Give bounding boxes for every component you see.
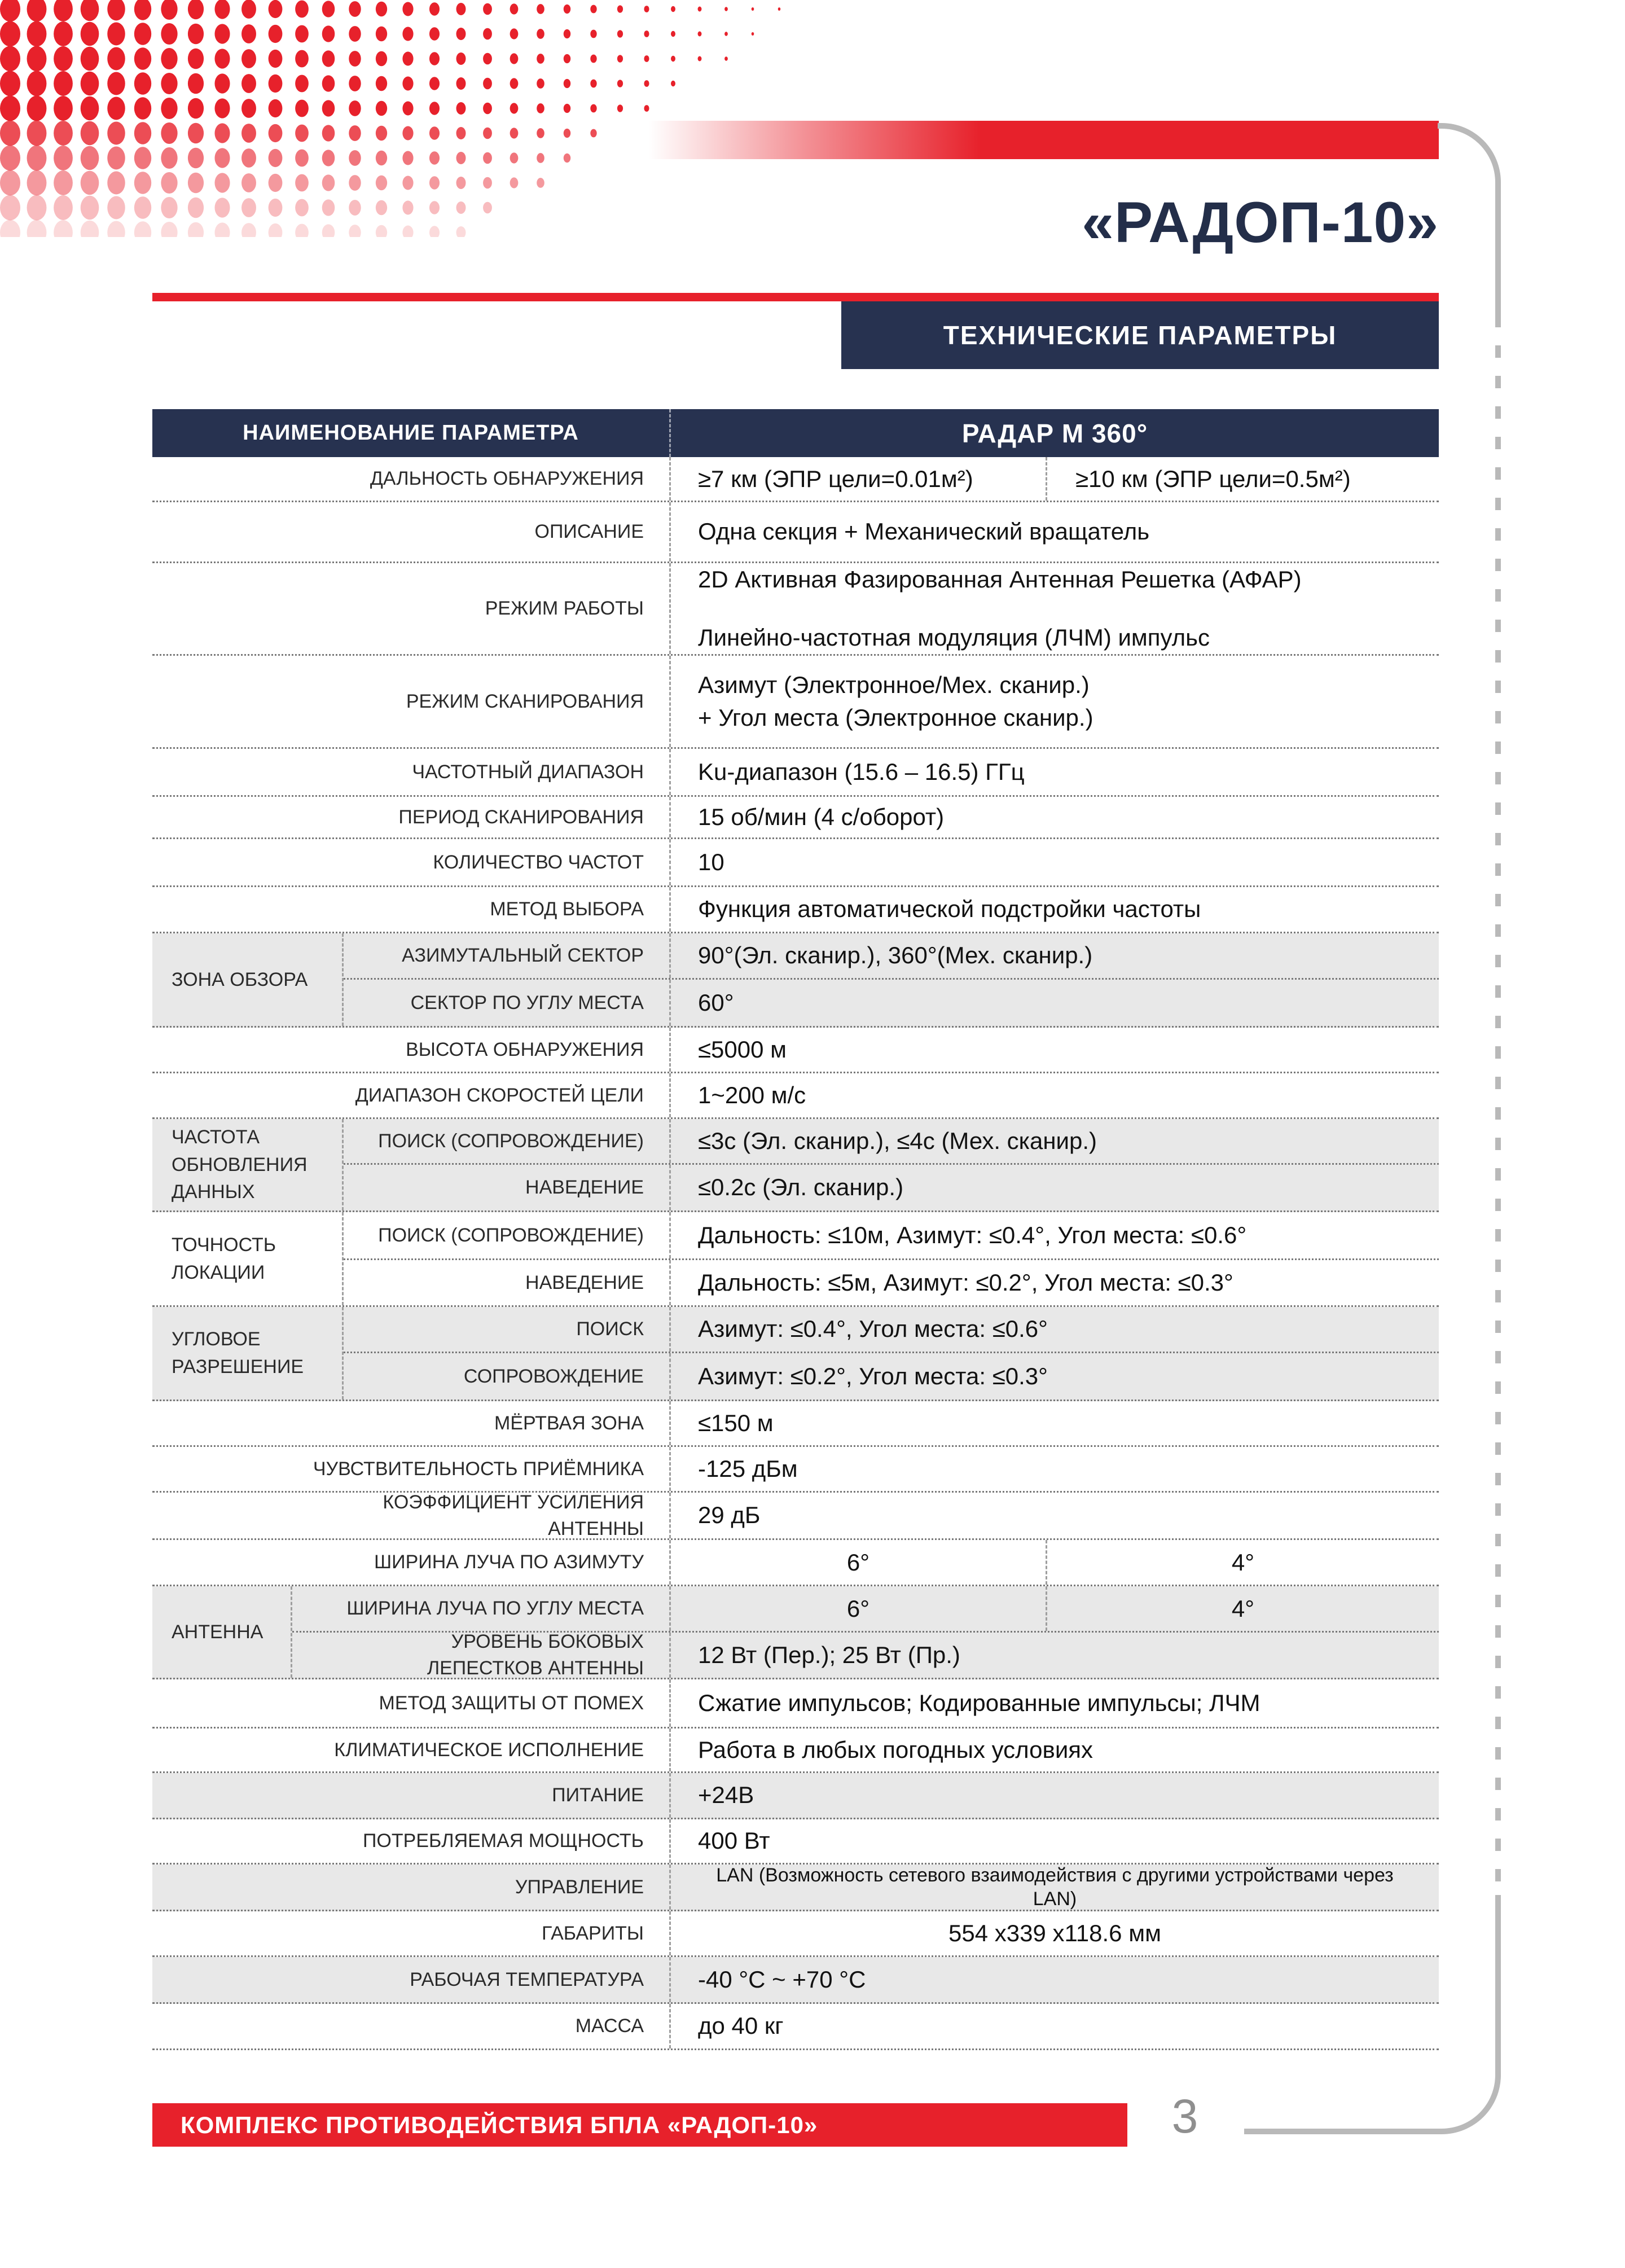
label-line: ЗОНА ОБЗОРА (172, 968, 308, 990)
label-line: УРОВЕНЬ БОКОВЫХ (451, 1631, 644, 1653)
group-row (152, 1307, 1439, 1401)
value-line: Сжатие импульсов; Кодированные импульсы; ЛЧМ (698, 1689, 1261, 1716)
frame-border-top-right (1438, 123, 1501, 315)
group-label (152, 1307, 342, 1400)
value-line: Линейно-частотная модуляция (ЛЧМ) импульс (698, 624, 1210, 651)
table-row (152, 1729, 1439, 1773)
table-row (152, 502, 1439, 563)
value-line: 2D Активная Фазированная Антенная Решетка (АФАР) (698, 566, 1302, 593)
row-label (152, 839, 669, 885)
row-label (344, 980, 669, 1026)
table-row (344, 1119, 1439, 1165)
label-line: ПОИСК (СОПРОВОЖДЕНИЕ) (378, 1224, 644, 1246)
row-value: ≥10 км (ЭПР цели=0.5м²) (1046, 457, 1439, 501)
table-row (152, 1540, 1439, 1586)
row-value: ≥7 км (ЭПР цели=0.01м²) (698, 465, 973, 492)
value-line: 15 об/мин (4 с/оборот) (698, 803, 945, 830)
value-line: 400 Вт (698, 1827, 770, 1854)
frame-border-dashed-right (1495, 315, 1501, 1895)
label-line: ЧАСТОТА (172, 1126, 260, 1148)
row-label (344, 1353, 669, 1400)
group-row (152, 1119, 1439, 1212)
label-line: НАВЕДЕНИЕ (525, 1177, 644, 1199)
row-value (669, 933, 1439, 978)
value-line: Работа в любых погодных условиях (698, 1736, 1093, 1763)
value-line: ≤3с (Эл. сканир.), ≤4с (Мех. сканир.) (698, 1127, 1097, 1154)
label-line: УГЛОВОЕ (172, 1328, 261, 1350)
value-line: 60° (698, 989, 734, 1016)
row-value (669, 887, 1439, 932)
value-line: Дальность: ≤10м, Азимут: ≤0.4°, Угол места: ≤0.6° (698, 1221, 1247, 1248)
group-rows (342, 933, 1439, 1026)
label-line: ПОИСК (СОПРОВОЖДЕНИЕ) (378, 1130, 644, 1152)
label-line: ОПИСАНИЕ (534, 521, 644, 543)
row-value (669, 839, 1439, 885)
row-label (152, 1493, 669, 1538)
row-label (152, 1540, 669, 1585)
row-value-split (669, 1586, 1439, 1631)
row-value (669, 1260, 1439, 1305)
page-title: «РАДОП-10» (1082, 190, 1439, 255)
row-value-split (669, 457, 1439, 501)
row-label (152, 1028, 669, 1072)
table-row (152, 797, 1439, 839)
row-label (344, 1212, 669, 1258)
group-row (152, 1586, 1439, 1679)
halftone-dots-pattern (0, 0, 914, 237)
value-line: LAN (Возможность сетевого взаимодействия с другими устройствами через LAN) (716, 1864, 1394, 1910)
row-label (152, 502, 669, 561)
table-row (344, 1353, 1439, 1400)
label-line: ЛОКАЦИИ (172, 1261, 265, 1283)
group-row (152, 933, 1439, 1028)
row-label (292, 1633, 669, 1678)
row-value: 6° (846, 1548, 870, 1576)
footer-label: КОМПЛЕКС ПРОТИВОДЕЙСТВИЯ БПЛА «РАДОП-10» (181, 2111, 818, 2138)
value-line: 90°(Эл. сканир.), 360°(Мех. сканир.) (698, 942, 1093, 969)
table-row (292, 1633, 1439, 1678)
row-value (669, 1447, 1439, 1491)
table-header-radar: РАДАР М 360° (669, 409, 1439, 457)
label-line: ОБНОВЛЕНИЯ (172, 1153, 308, 1175)
table-header-param: НАИМЕНОВАНИЕ ПАРАМЕТРА (243, 421, 579, 445)
row-value-split (669, 1540, 1439, 1585)
group-rows (342, 1212, 1439, 1305)
label-line: КЛИМАТИЧЕСКОЕ ИСПОЛНЕНИЕ (334, 1739, 644, 1761)
value-line: ≤0.2с (Эл. сканир.) (698, 1174, 904, 1201)
row-label (152, 797, 669, 837)
table-row (152, 656, 1439, 749)
value-line: Функция автоматической подстройки частоты (698, 896, 1201, 923)
label-line: ЧУВСТВИТЕЛЬНОСТЬ ПРИЁМНИКА (313, 1458, 644, 1480)
label-line: РАБОЧАЯ ТЕМПЕРАТУРА (410, 1968, 644, 1990)
row-value (669, 980, 1439, 1026)
table-row (344, 1260, 1439, 1305)
label-line: ШИРИНА ЛУЧА ПО УГЛУ МЕСТА (346, 1598, 644, 1620)
value-line: Дальность: ≤5м, Азимут: ≤0.2°, Угол места: ≤0.3° (698, 1269, 1233, 1296)
label-line: УПРАВЛЕНИЕ (515, 1876, 644, 1898)
row-value (669, 1353, 1439, 1400)
section-title: ТЕХНИЧЕСКИЕ ПАРАМЕТРЫ (841, 301, 1439, 369)
label-line: ДИАПАЗОН СКОРОСТЕЙ ЦЕЛИ (355, 1084, 644, 1106)
row-label (152, 1401, 669, 1445)
table-row (152, 887, 1439, 933)
table-row (292, 1586, 1439, 1633)
page-number: 3 (1171, 2090, 1198, 2143)
table-row (152, 1819, 1439, 1865)
group-label (152, 1586, 291, 1678)
row-label (344, 1307, 669, 1352)
group-label (152, 933, 342, 1026)
row-value (669, 1307, 1439, 1352)
label-line: ШИРИНА ЛУЧА ПО АЗИМУТУ (374, 1551, 644, 1573)
row-value (669, 502, 1439, 561)
table-row (344, 1307, 1439, 1353)
label-line: ЧАСТОТНЫЙ ДИАПАЗОН (412, 761, 644, 783)
row-value (669, 1165, 1439, 1210)
row-label (152, 1911, 669, 1955)
row-label (152, 1819, 669, 1863)
row-value (669, 563, 1439, 654)
label-line: ВЫСОТА ОБНАРУЖЕНИЯ (406, 1038, 644, 1060)
table-body (152, 457, 1439, 2050)
label-line: ЛЕПЕСТКОВ АНТЕННЫ (427, 1657, 644, 1679)
label-line: АНТЕННА (172, 1621, 263, 1643)
row-label (344, 1165, 669, 1210)
row-label (152, 1729, 669, 1771)
label-line: РАЗРЕШЕНИЕ (172, 1356, 304, 1378)
table-row (152, 1073, 1439, 1119)
value-line: 1~200 м/с (698, 1081, 806, 1108)
value-line: 12 Вт (Пер.); 25 Вт (Пр.) (698, 1641, 960, 1668)
label-line: МЁРТВАЯ ЗОНА (494, 1412, 644, 1434)
row-value (669, 1633, 1439, 1678)
table-row (344, 933, 1439, 980)
label-line: МЕТОД ЗАЩИТЫ ОТ ПОМЕХ (379, 1692, 644, 1714)
row-label (292, 1586, 669, 1631)
row-value (669, 1729, 1439, 1771)
table-row (152, 1493, 1439, 1540)
table-row (152, 563, 1439, 656)
value-line: -125 дБм (698, 1455, 798, 1482)
value-line: Азимут: ≤0.2°, Угол места: ≤0.3° (698, 1362, 1048, 1389)
label-line: ПОИСК (576, 1318, 644, 1340)
group-label (152, 1212, 342, 1305)
row-label (344, 1119, 669, 1163)
table-row (344, 1165, 1439, 1210)
row-value (669, 1493, 1439, 1538)
row-value (669, 656, 1439, 747)
group-rows (342, 1307, 1439, 1400)
value-line: 10 (698, 848, 724, 875)
row-label (152, 2004, 669, 2048)
row-value (669, 797, 1439, 837)
row-value (669, 1212, 1439, 1258)
value-line: -40 °C ~ +70 °C (698, 1966, 866, 1993)
label-line: КОЛИЧЕСТВО ЧАСТОТ (433, 851, 644, 873)
table-row (152, 457, 1439, 502)
row-value (669, 749, 1439, 795)
label-line: ГАБАРИТЫ (541, 1922, 644, 1944)
value-line: 554 x339 x118.6 мм (948, 1919, 1161, 1946)
label-line: ДАННЫХ (172, 1181, 255, 1203)
value-line: ≤5000 м (698, 1036, 787, 1063)
row-label (152, 1073, 669, 1117)
value-line: +24В (698, 1782, 754, 1809)
label-line: РЕЖИМ СКАНИРОВАНИЯ (406, 690, 644, 712)
label-line: АНТЕННЫ (548, 1517, 644, 1539)
table-row (152, 1447, 1439, 1493)
row-value (669, 1119, 1439, 1163)
row-label (152, 887, 669, 932)
row-label (152, 457, 669, 501)
table-row (344, 1212, 1439, 1260)
value-line: Азимут: ≤0.4°, Угол места: ≤0.6° (698, 1315, 1048, 1343)
label-line: СЕКТОР ПО УГЛУ МЕСТА (410, 992, 644, 1014)
label-line: ДАЛЬНОСТЬ ОБНАРУЖЕНИЯ (370, 468, 644, 490)
group-rows (342, 1119, 1439, 1210)
row-value (669, 1679, 1439, 1727)
table-row (152, 1028, 1439, 1073)
label-line: ПИТАНИЕ (552, 1784, 644, 1806)
label-line: ПОТРЕБЛЯЕМАЯ МОЩНОСТЬ (362, 1830, 644, 1852)
label-line: АЗИМУТАЛЬНЫЙ СЕКТОР (402, 945, 644, 967)
row-label (344, 933, 669, 978)
table-row (344, 980, 1439, 1026)
value-line: Азимут (Электронное/Мех. сканир.) (698, 671, 1090, 698)
spec-table (152, 409, 1439, 2050)
row-label (152, 1447, 669, 1491)
label-line: МЕТОД ВЫБОРА (490, 898, 644, 920)
row-label (152, 1679, 669, 1727)
row-label (152, 1957, 669, 2002)
group-row (152, 1212, 1439, 1307)
value-line: Ku-диапазон (15.6 – 16.5) ГГц (698, 758, 1025, 785)
table-row (152, 839, 1439, 887)
row-value (669, 1028, 1439, 1072)
value-line: до 40 кг (698, 2012, 784, 2039)
top-red-band (649, 121, 1439, 159)
value-line: + Угол места (Электронное сканир.) (698, 704, 1093, 731)
table-header-row (152, 409, 1439, 457)
row-value (669, 1401, 1439, 1445)
label-line: ТОЧНОСТЬ (172, 1234, 276, 1256)
red-accent-strip (152, 293, 1439, 301)
value-line: ≤150 м (698, 1409, 774, 1436)
value-line: 29 дБ (698, 1502, 761, 1529)
label-line: КОЭФФИЦИЕНТ УСИЛЕНИЯ (383, 1491, 644, 1513)
row-label (152, 563, 669, 654)
row-value (669, 1819, 1439, 1863)
row-value: 4° (1046, 1586, 1439, 1631)
row-value: 6° (846, 1595, 870, 1622)
label-line: СОПРОВОЖДЕНИЕ (463, 1365, 644, 1387)
table-row (152, 749, 1439, 797)
table-row (152, 1773, 1439, 1819)
frame-border-bottom-right (1244, 1895, 1501, 2134)
row-label (152, 656, 669, 747)
label-line: НАВЕДЕНИЕ (525, 1271, 644, 1293)
label-line: ПЕРИОД СКАНИРОВАНИЯ (398, 806, 644, 828)
group-rows (291, 1586, 1439, 1678)
table-row (152, 1401, 1439, 1447)
row-label (152, 749, 669, 795)
row-value (669, 1773, 1439, 1818)
row-label (344, 1260, 669, 1305)
table-row (152, 1679, 1439, 1729)
row-value: 4° (1046, 1540, 1439, 1585)
label-line: МАССА (575, 2015, 644, 2037)
value-line: Одна секция + Механический вращатель (698, 518, 1150, 545)
row-label (152, 1773, 669, 1818)
footer-bar (152, 2103, 1127, 2147)
group-label (152, 1119, 342, 1210)
row-label (152, 1865, 669, 1910)
row-value (669, 1073, 1439, 1117)
label-line: РЕЖИМ РАБОТЫ (485, 598, 644, 620)
